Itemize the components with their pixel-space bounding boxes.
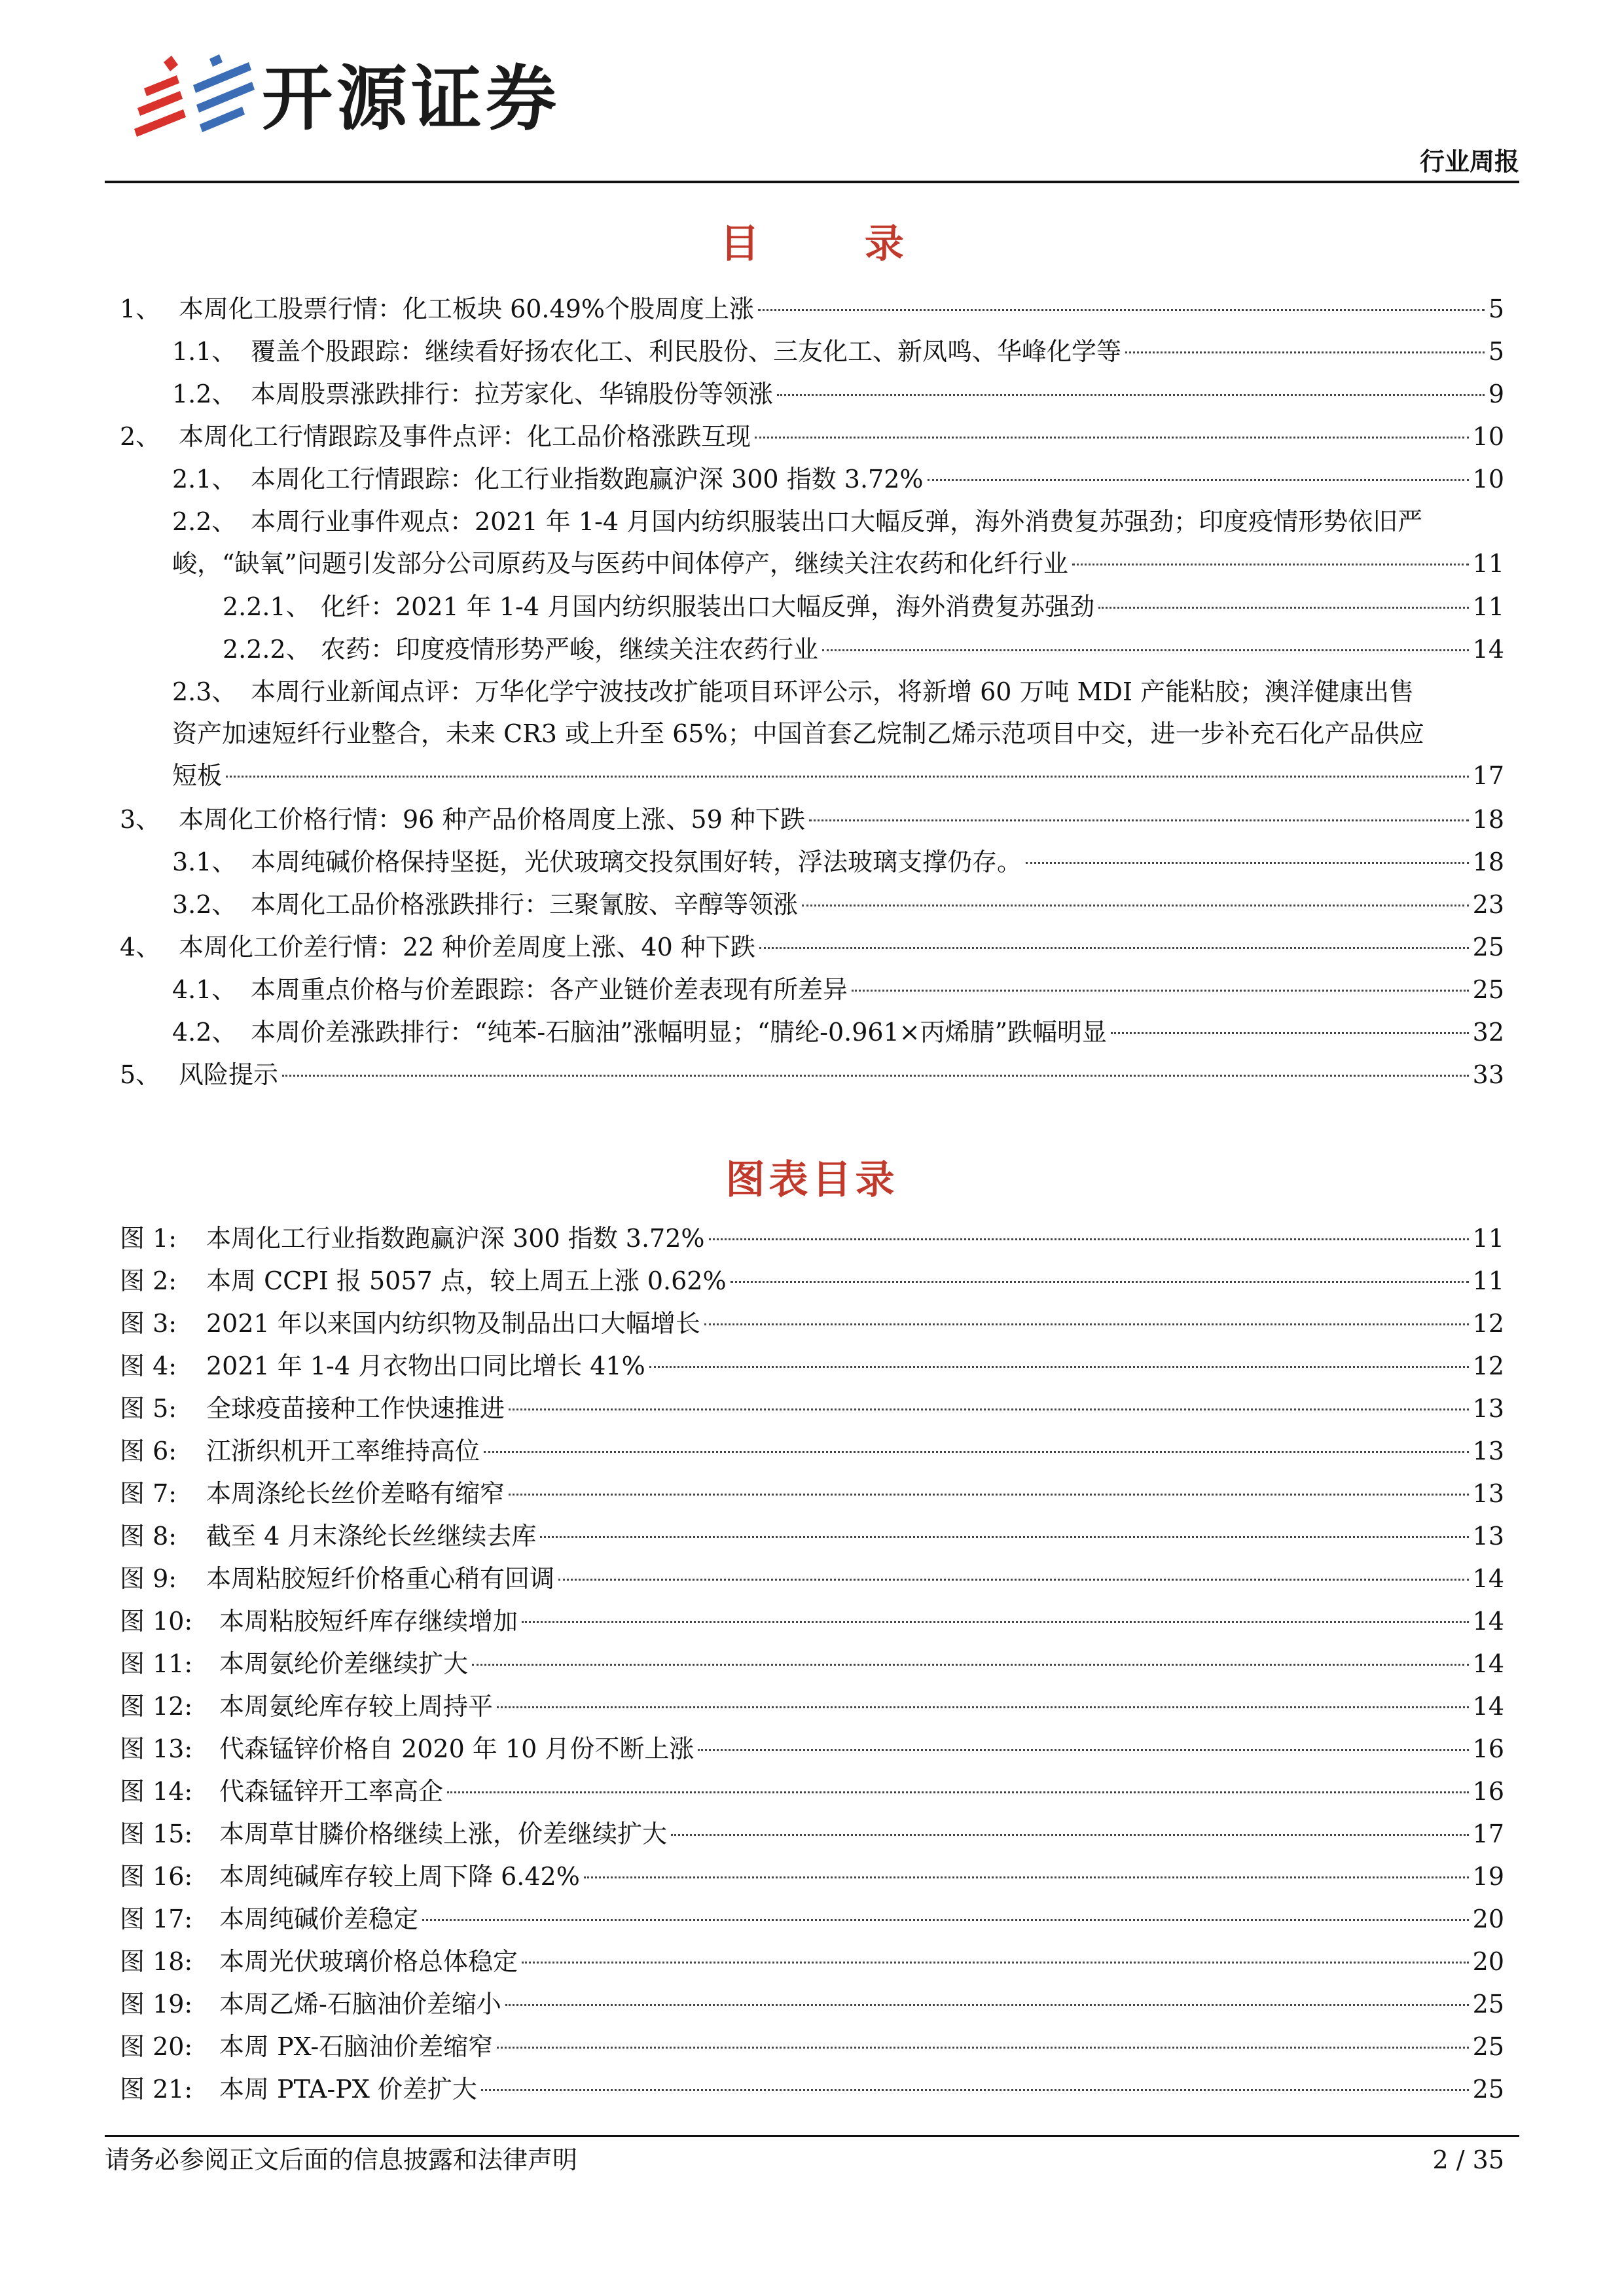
dot-leader (928, 479, 1469, 481)
dot-leader (759, 947, 1469, 949)
toc-entry[interactable] (172, 1011, 1504, 1053)
footer-divider (105, 2135, 1519, 2137)
dot-leader (481, 2089, 1469, 2091)
dot-leader (809, 819, 1469, 821)
toc-entry-number: 2.3、 (172, 677, 237, 706)
toc-entry[interactable] (172, 458, 1504, 500)
dot-leader (558, 1579, 1469, 1581)
toc-entry-text: 本周价差涨跌排行：“纯苯-石脑油”涨幅明显；“腈纶-0.961×丙烯腈”跌幅明显 (251, 1018, 1108, 1047)
figure-entry[interactable] (120, 1430, 1504, 1472)
dot-leader (447, 1791, 1469, 1793)
dot-leader (497, 1706, 1469, 1708)
toc-entry[interactable] (120, 926, 1504, 968)
figure-entry[interactable] (120, 1813, 1504, 1855)
figure-entry-number: 图 5: (120, 1394, 177, 1423)
toc-entry-page: 18 (1472, 848, 1504, 876)
figure-entry-number: 图 15: (120, 1820, 193, 1848)
dot-leader (422, 1919, 1469, 1921)
dot-leader (1072, 564, 1469, 565)
figure-entry-text: 截至 4 月末涤纶长丝继续去库 (206, 1522, 537, 1551)
dot-leader (704, 1323, 1469, 1325)
dot-leader (1098, 607, 1469, 609)
figure-entry[interactable] (120, 1302, 1504, 1344)
toc-entry-text: 覆盖个股跟踪：继续看好扬农化工、利民股份、三友化工、新凤鸣、华峰化学等 (251, 337, 1122, 366)
toc-entry-page: 18 (1472, 805, 1504, 834)
figure-entry-page: 20 (1472, 1905, 1504, 1933)
figure-entry-text: 本周光伏玻璃价格总体稳定 (219, 1947, 518, 1976)
toc-entry-number: 4.2、 (172, 1018, 237, 1047)
dot-leader (802, 905, 1469, 906)
figure-entry[interactable] (120, 1685, 1504, 1727)
figure-entry-number: 图 8: (120, 1522, 177, 1551)
toc-entry-number: 1、 (120, 295, 161, 323)
dot-leader (1125, 351, 1485, 353)
report-type-label: 行业周报 (1419, 147, 1519, 176)
toc-entry-number: 3.1、 (172, 848, 237, 876)
figure-entry[interactable] (120, 1260, 1504, 1302)
figure-entry-text: 本周 PTA-PX 价差扩大 (219, 2075, 477, 2104)
dot-leader (852, 990, 1469, 992)
toc-entry-text: 本周化工价格行情：96 种产品价格周度上涨、59 种下跌 (179, 805, 805, 834)
figure-entry-page: 20 (1472, 1947, 1504, 1976)
figure-entry-text: 本周纯碱价差稳定 (219, 1905, 419, 1933)
toc-entry[interactable] (120, 798, 1504, 840)
toc-entry-page: 10 (1472, 465, 1504, 493)
figure-entry-number: 图 4: (120, 1352, 177, 1380)
toc-entry-number: 4.1、 (172, 975, 237, 1004)
figure-entry[interactable] (120, 1515, 1504, 1557)
figure-entry[interactable] (120, 1898, 1504, 1940)
figure-entry-page: 25 (1472, 2032, 1504, 2061)
figure-entry-page: 16 (1472, 1734, 1504, 1763)
toc-entry-number: 3.2、 (172, 890, 237, 919)
dot-leader (505, 2004, 1469, 2006)
figure-entry-number: 图 10: (120, 1607, 193, 1636)
figure-entry[interactable] (120, 1770, 1504, 1812)
figure-entry-page: 16 (1472, 1777, 1504, 1806)
figure-entry[interactable] (120, 1856, 1504, 1897)
figure-entry-page: 14 (1472, 1692, 1504, 1721)
toc-entry[interactable] (172, 501, 1504, 584)
toc-entry-number: 2.1、 (172, 465, 237, 493)
figure-entry-page: 13 (1472, 1479, 1504, 1508)
page-number: 2 / 35 (1432, 2145, 1504, 2174)
toc-entry[interactable] (223, 586, 1504, 628)
figure-entry-page: 11 (1472, 1224, 1504, 1253)
figure-entry[interactable] (120, 1600, 1504, 1642)
figure-entry-number: 图 20: (120, 2032, 193, 2061)
toc-entry[interactable] (120, 1054, 1504, 1096)
toc-entry[interactable] (172, 373, 1504, 415)
figure-entry-number: 图 14: (120, 1777, 193, 1806)
figure-entry-number: 图 3: (120, 1309, 177, 1338)
toc-entry-text: 农药：印度疫情形势严峻，继续关注农药行业 (321, 635, 819, 664)
dot-leader (522, 1962, 1469, 1964)
figure-entry-text: 代森锰锌价格自 2020 年 10 月份不断上涨 (219, 1734, 695, 1763)
figure-entry-page: 19 (1472, 1862, 1504, 1891)
dot-leader (497, 2047, 1468, 2049)
toc-entry-page: 25 (1472, 975, 1504, 1004)
figure-entry-number: 图 19: (120, 1990, 193, 2018)
toc-entry[interactable] (172, 841, 1504, 883)
figure-entry-page: 14 (1472, 1607, 1504, 1636)
dot-leader (698, 1749, 1468, 1751)
dot-leader (1026, 862, 1469, 864)
toc-entry[interactable] (172, 969, 1504, 1011)
figure-entry[interactable] (120, 1728, 1504, 1770)
figure-entry-number: 图 7: (120, 1479, 177, 1508)
toc-entry-number: 1.2、 (172, 380, 237, 408)
kaiyuan-logo-icon (131, 49, 268, 147)
toc-entry-number: 1.1、 (172, 337, 237, 366)
figure-entry-number: 图 16: (120, 1862, 193, 1891)
toc-entry-text: 风险提示 (179, 1060, 279, 1089)
footer-disclaimer: 请务必参阅正文后面的信息披露和法律声明 (105, 2145, 578, 2174)
toc-entry-number: 4、 (120, 933, 161, 961)
toc-entry[interactable] (120, 416, 1504, 457)
figure-entry-text: 本周粘胶短纤价格重心稍有回调 (206, 1564, 555, 1593)
figure-entry-number: 图 2: (120, 1266, 177, 1295)
toc-entry[interactable] (120, 288, 1504, 330)
figure-entry-page: 12 (1472, 1309, 1504, 1338)
figure-entry-number: 图 18: (120, 1947, 193, 1976)
toc-entry-text: 本周纯碱价格保持坚挺，光伏玻璃交投氛围好转，浮法玻璃支撑仍存。 (251, 848, 1022, 876)
figure-entry[interactable] (120, 1941, 1504, 1982)
dot-leader (649, 1366, 1469, 1368)
dot-leader (584, 1876, 1469, 1878)
figure-entry-text: 本周 CCPI 报 5057 点，较上周五上涨 0.62% (206, 1266, 727, 1295)
figure-entry[interactable] (120, 1643, 1504, 1685)
toc-entry[interactable] (223, 628, 1504, 670)
figure-entry[interactable] (120, 1345, 1504, 1387)
toc-entry-text: 本周行业事件观点：2021 年 1-4 月国内纺织服装出口大幅反弹，海外消费复苏强劲；印度疫情形势依旧严 (251, 507, 1423, 536)
figure-entry-page: 25 (1472, 2075, 1504, 2104)
toc-entry-text-continued: 资产加速短纤行业整合，未来 CR3 或上升至 65%；中国首套乙烷制乙烯示范项目中交，进一步补充石化产品供应 (172, 719, 1424, 748)
figure-entry-page: 25 (1472, 1990, 1504, 2018)
figure-entry[interactable] (120, 2026, 1504, 2068)
figure-entry[interactable] (120, 1473, 1504, 1515)
figure-entry-page: 14 (1472, 1564, 1504, 1593)
dot-leader (755, 437, 1469, 439)
figure-entry-text: 本周乙烯-石脑油价差缩小 (219, 1990, 501, 2018)
figure-entry-page: 12 (1472, 1352, 1504, 1380)
toc-entry-number: 2、 (120, 422, 161, 451)
toc-entry-page: 23 (1472, 890, 1504, 919)
toc-entry-page: 25 (1472, 933, 1504, 961)
toc-entry-page: 17 (1472, 761, 1504, 790)
figure-entry-number: 图 12: (120, 1692, 193, 1721)
figure-entry-number: 图 17: (120, 1905, 193, 1933)
toc-entry-text-continued: 短板 (172, 761, 223, 790)
toc-entry-page: 32 (1472, 1018, 1504, 1047)
toc-entry-page: 5 (1488, 337, 1504, 366)
toc-entry-text: 本周化工股票行情：化工板块 60.49%个股周度上涨 (179, 295, 754, 323)
toc-entry-text: 本周行业新闻点评：万华化学宁波技改扩能项目环评公示，将新增 60 万吨 MDI 产能粘胶；澳洋健康出售 (251, 677, 1415, 706)
toc-entry-page: 10 (1472, 422, 1504, 451)
figure-entry-text: 代森锰锌开工率高企 (219, 1777, 444, 1806)
toc-entry-text: 本周重点价格与价差跟踪：各产业链价差表现有所差异 (251, 975, 848, 1004)
dot-leader (522, 1621, 1469, 1623)
figure-entry-page: 13 (1472, 1394, 1504, 1423)
figure-entry-text: 本周粘胶短纤库存继续增加 (219, 1607, 518, 1636)
figure-entry-number: 图 21: (120, 2075, 193, 2104)
figure-entry-page: 17 (1472, 1820, 1504, 1848)
figure-entry-number: 图 11: (120, 1649, 193, 1678)
toc-entry-page: 33 (1472, 1060, 1504, 1089)
dot-leader (671, 1834, 1469, 1836)
figure-entry[interactable] (120, 1388, 1504, 1429)
dot-leader (226, 776, 1469, 778)
figure-entry-text: 江浙织机开工率维持高位 (206, 1437, 480, 1465)
toc-entry-page: 11 (1472, 549, 1504, 578)
dot-leader (822, 649, 1469, 651)
dot-leader (709, 1238, 1469, 1240)
toc-entry-number: 5、 (120, 1060, 161, 1089)
figure-entry-text: 本周化工行业指数跑赢沪深 300 指数 3.72% (206, 1224, 705, 1253)
dot-leader (484, 1451, 1469, 1453)
toc-entry-page: 9 (1488, 380, 1504, 408)
dot-leader (1111, 1032, 1469, 1034)
toc-entry[interactable] (172, 884, 1504, 925)
dot-leader (731, 1281, 1469, 1283)
dot-leader (777, 394, 1485, 396)
dot-leader (509, 1494, 1469, 1496)
figure-entry[interactable] (120, 1558, 1504, 1600)
figure-entry-page: 13 (1472, 1522, 1504, 1551)
toc-entry-page: 11 (1472, 592, 1504, 621)
toc-entry-text: 本周股票涨跌排行：拉芳家化、华锦股份等领涨 (251, 380, 774, 408)
figure-entry-number: 图 9: (120, 1564, 177, 1593)
toc-entry-text: 本周化工价差行情：22 种价差周度上涨、40 种下跌 (179, 933, 755, 961)
figure-entry-text: 本周涤纶长丝价差略有缩窄 (206, 1479, 505, 1508)
figure-entry-number: 图 13: (120, 1734, 193, 1763)
toc-entry-text-continued: 峻，“缺氧”问题引发部分公司原药及与医药中间体停产，继续关注农药和化纤行业 (172, 549, 1068, 578)
dot-leader (758, 309, 1485, 311)
figure-entry-text: 本周纯碱库存较上周下降 6.42% (219, 1862, 580, 1891)
dot-leader (540, 1536, 1468, 1538)
toc-title: 目 录 (720, 221, 950, 267)
figure-entry[interactable] (120, 2068, 1504, 2110)
header-divider (105, 181, 1519, 183)
toc-entry-text: 本周化工行情跟踪及事件点评：化工品价格涨跌互现 (179, 422, 751, 451)
figure-entry-number: 图 1: (120, 1224, 177, 1253)
dot-leader (282, 1075, 1469, 1077)
figure-entry-text: 全球疫苗接种工作快速推进 (206, 1394, 505, 1423)
toc-entry-number: 2.2.2、 (223, 635, 311, 664)
toc-entry-page: 5 (1488, 295, 1504, 323)
toc-entry-text: 化纤：2021 年 1-4 月国内纺织服装出口大幅反弹，海外消费复苏强劲 (321, 592, 1095, 621)
figure-entry-number: 图 6: (120, 1437, 177, 1465)
toc-entry[interactable] (172, 671, 1504, 797)
toc-entry-text: 本周化工品价格涨跌排行：三聚氰胺、辛醇等领涨 (251, 890, 799, 919)
toc-entry-number: 2.2.1、 (223, 592, 311, 621)
toc-entry-number: 3、 (120, 805, 161, 834)
figures-title: 图表目录 (725, 1157, 899, 1203)
figure-entry[interactable] (120, 1983, 1504, 2025)
figure-entry-text: 本周氨纶库存较上周持平 (219, 1692, 494, 1721)
figure-entry-page: 14 (1472, 1649, 1504, 1678)
toc-entry-text: 本周化工行情跟踪：化工行业指数跑赢沪深 300 指数 3.72% (251, 465, 924, 493)
toc-entry[interactable] (172, 331, 1504, 372)
figure-entry-page: 13 (1472, 1437, 1504, 1465)
figure-entry-text: 2021 年 1-4 月衣物出口同比增长 41% (206, 1352, 645, 1380)
dot-leader (509, 1408, 1469, 1410)
dot-leader (472, 1664, 1469, 1666)
toc-entry-page: 14 (1472, 635, 1504, 664)
figure-entry-text: 本周 PX-石脑油价差缩窄 (219, 2032, 494, 2061)
toc-entry-number: 2.2、 (172, 507, 237, 536)
figure-entry-text: 本周草甘膦价格继续上涨，价差继续扩大 (219, 1820, 668, 1848)
figure-entry-text: 本周氨纶价差继续扩大 (219, 1649, 469, 1678)
figure-entry[interactable] (120, 1217, 1504, 1259)
figure-entry-text: 2021 年以来国内纺织物及制品出口大幅增长 (206, 1309, 700, 1338)
brand-name: 开源证券 (262, 58, 561, 140)
figure-entry-page: 11 (1472, 1266, 1504, 1295)
